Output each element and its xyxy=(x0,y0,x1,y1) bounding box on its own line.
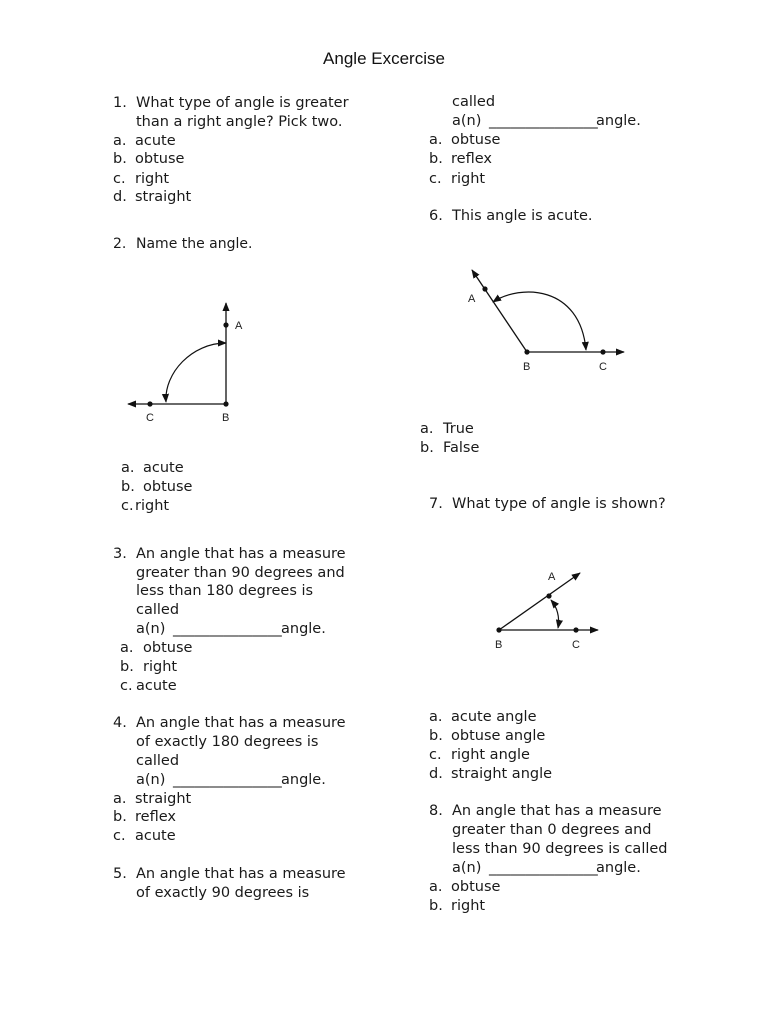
question-text: called xyxy=(136,753,180,769)
question-text: greater than 0 degrees and xyxy=(452,822,652,838)
question-text: than a right angle? Pick two. xyxy=(136,114,343,130)
point-label-c: C xyxy=(572,639,580,651)
question-number: 7. xyxy=(429,496,443,512)
answer-blank[interactable]: _______________ xyxy=(173,621,282,637)
blank-prefix: a(n) xyxy=(452,113,482,129)
blank-prefix: a(n) xyxy=(452,860,482,876)
option-text: obtuse xyxy=(135,151,185,167)
question-text: What type of angle is shown? xyxy=(452,496,666,512)
option-letter: b. xyxy=(429,151,443,167)
option-text: right xyxy=(451,171,486,187)
option-text: reflex xyxy=(135,809,176,825)
question-text: Name the angle. xyxy=(136,236,253,252)
option-text: right xyxy=(135,498,170,514)
option-text: right xyxy=(143,659,178,675)
question-number: 6. xyxy=(429,208,443,224)
option-letter: a. xyxy=(113,791,127,807)
point-label-b: B xyxy=(523,361,531,373)
answer-blank[interactable]: _______________ xyxy=(489,113,598,129)
question-text: greater than 90 degrees and xyxy=(136,565,345,581)
point-label-a: A xyxy=(235,320,243,332)
option-text: right xyxy=(451,898,486,914)
blank-suffix: angle. xyxy=(281,772,326,788)
question-text: What type of angle is greater xyxy=(136,95,349,111)
option-letter: c. xyxy=(429,171,442,187)
option-letter: b. xyxy=(420,440,434,456)
option-text: straight xyxy=(135,791,192,807)
option-text: obtuse xyxy=(143,640,193,656)
question-text: called xyxy=(136,602,180,618)
option-text: reflex xyxy=(451,151,492,167)
question-text: called xyxy=(452,94,496,110)
option-text: right angle xyxy=(451,747,530,763)
point-label-b: B xyxy=(222,412,230,424)
option-letter: b. xyxy=(120,659,134,675)
blank-prefix: a(n) xyxy=(136,621,166,637)
option-letter: b. xyxy=(113,151,127,167)
option-text: acute xyxy=(136,678,177,694)
page-title: Angle Excercise xyxy=(323,49,445,68)
question-text: An angle that has a measure xyxy=(452,803,662,819)
question-text: of exactly 180 degrees is xyxy=(136,734,319,750)
question-number: 4. xyxy=(113,715,127,731)
option-text: acute xyxy=(135,828,176,844)
option-text: obtuse angle xyxy=(451,728,546,744)
option-text: obtuse xyxy=(451,879,501,895)
option-text: acute xyxy=(143,460,184,476)
option-text: obtuse xyxy=(143,479,193,495)
option-letter: a. xyxy=(120,640,134,656)
question-text: An angle that has a measure xyxy=(136,866,346,882)
option-letter: a. xyxy=(429,879,443,895)
point-label-c: C xyxy=(146,412,154,424)
option-letter: c. xyxy=(113,171,126,187)
answer-blank[interactable]: _______________ xyxy=(173,772,282,788)
option-letter: a. xyxy=(429,709,443,725)
blank-suffix: angle. xyxy=(281,621,326,637)
question-text: less than 90 degrees is called xyxy=(452,841,668,857)
question-number: 8. xyxy=(429,803,443,819)
option-text: straight angle xyxy=(451,766,553,782)
option-text: acute angle xyxy=(451,709,537,725)
option-text: True xyxy=(443,421,474,437)
option-text: obtuse xyxy=(451,132,501,148)
option-text: False xyxy=(443,440,480,456)
option-letter: b. xyxy=(121,479,135,495)
option-letter: b. xyxy=(113,809,127,825)
option-text: acute xyxy=(135,133,176,149)
question-number: 2. xyxy=(113,236,127,252)
answer-blank[interactable]: _______________ xyxy=(489,860,598,876)
question-text: An angle that has a measure xyxy=(136,715,346,731)
option-letter: c. xyxy=(121,498,134,514)
option-letter: c. xyxy=(429,747,442,763)
question-text: An angle that has a measure xyxy=(136,546,346,562)
option-letter: b. xyxy=(429,728,443,744)
question-text: less than 180 degrees is xyxy=(136,583,314,599)
point-label-b: B xyxy=(495,639,503,651)
option-letter: a. xyxy=(429,132,443,148)
option-letter: a. xyxy=(113,133,127,149)
point-label-c: C xyxy=(599,361,607,373)
option-text: right xyxy=(135,171,170,187)
option-letter: b. xyxy=(429,898,443,914)
option-letter: d. xyxy=(113,189,127,205)
question-number: 5. xyxy=(113,866,127,882)
question-text: of exactly 90 degrees is xyxy=(136,885,310,901)
option-text: straight xyxy=(135,189,192,205)
blank-suffix: angle. xyxy=(596,113,641,129)
option-letter: a. xyxy=(121,460,135,476)
option-letter: d. xyxy=(429,766,443,782)
question-number: 1. xyxy=(113,95,127,111)
option-letter: c. xyxy=(113,828,126,844)
question-number: 3. xyxy=(113,546,127,562)
blank-prefix: a(n) xyxy=(136,772,166,788)
option-letter: a. xyxy=(420,421,434,437)
point-label-a: A xyxy=(468,293,476,305)
question-text: This angle is acute. xyxy=(452,208,593,224)
option-letter: c. xyxy=(120,678,133,694)
point-label-a: A xyxy=(548,571,556,583)
blank-suffix: angle. xyxy=(596,860,641,876)
